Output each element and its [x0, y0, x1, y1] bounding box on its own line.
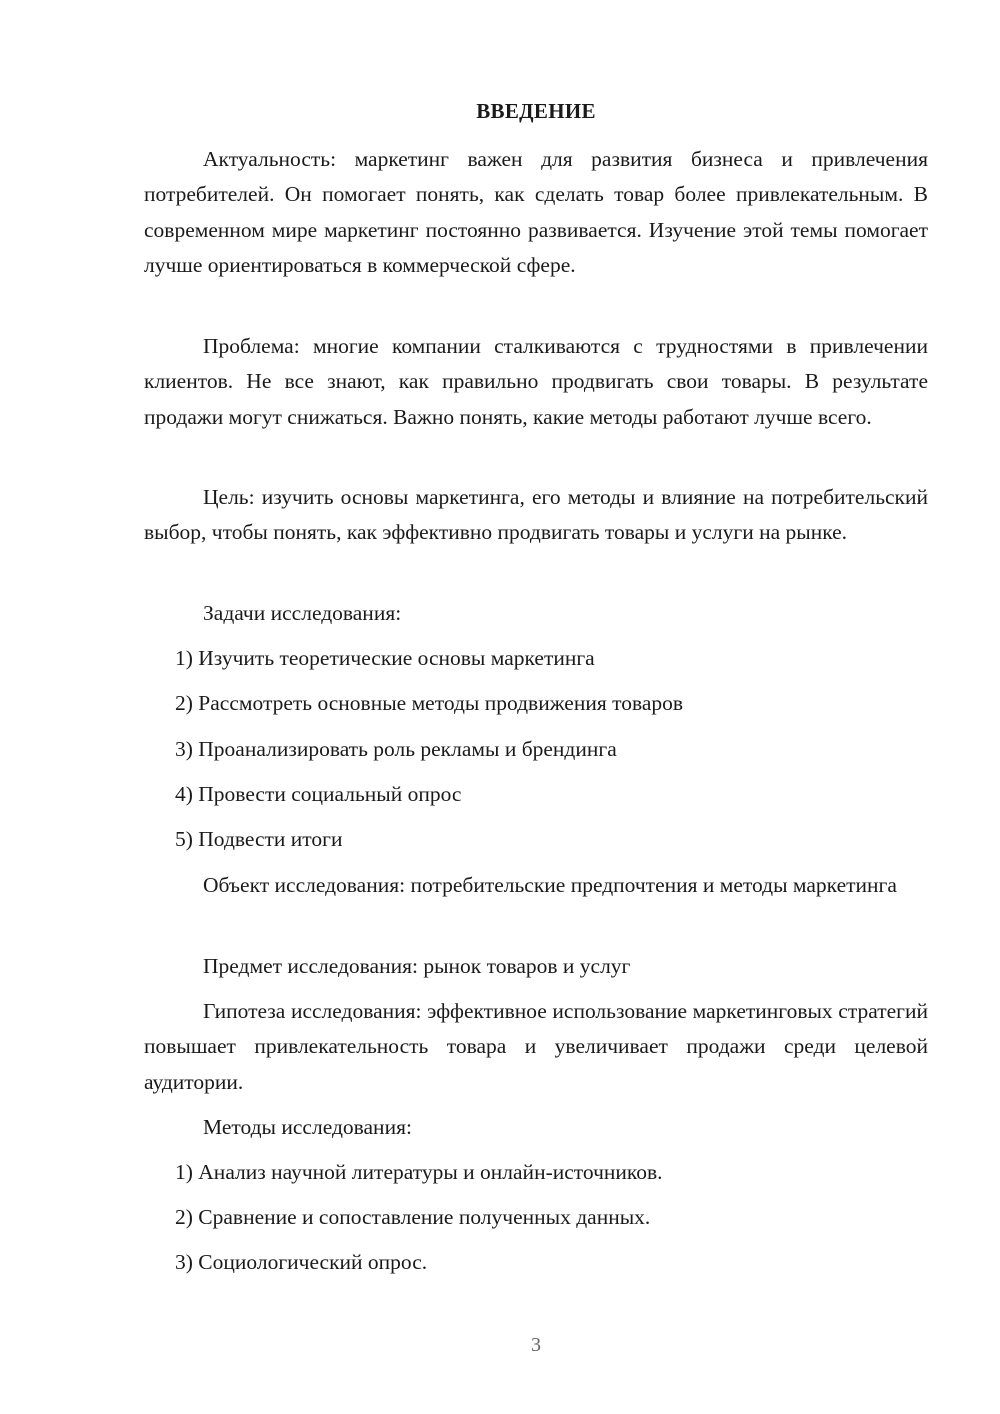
- method-item: 1) Анализ научной литературы и онлайн-источников.: [175, 1160, 663, 1184]
- task-item: 1) Изучить теоретические основы маркетинга: [175, 646, 595, 670]
- hypothesis-paragraph: Гипотеза исследования: эффективное использование маркетинговых стратегий повышает привлекательность товара и увеличивает продажи среди целевой аудитории.: [144, 999, 928, 1094]
- goal-paragraph: Цель: изучить основы маркетинга, его методы и влияние на потребительский выбор, чтобы понять, как эффективно продвигать товары и услуги на рынке.: [144, 485, 928, 545]
- task-item: 2) Рассмотреть основные методы продвижения товаров: [175, 691, 684, 715]
- page-title-text: ВВЕДЕНИЕ: [476, 99, 596, 123]
- method-item: 3) Социологический опрос.: [175, 1250, 428, 1274]
- page-number: 3: [531, 1334, 541, 1356]
- task-item: 5) Подвести итоги: [175, 827, 343, 851]
- object-paragraph: Объект исследования: потребительские предпочтения и методы маркетинга: [203, 873, 897, 897]
- methods-heading: Методы исследования:: [203, 1115, 412, 1139]
- tasks-heading: Задачи исследования:: [203, 601, 402, 625]
- task-item: 4) Провести социальный опрос: [175, 782, 462, 806]
- task-item: 3) Проанализировать роль рекламы и брендинга: [175, 737, 617, 761]
- relevance-paragraph: Актуальность: маркетинг важен для развития бизнеса и привлечения потребителей. Он помогает понять, как сделать товар более привлекательным. В современном мире маркетинг постоянно развивается. Изучение этой темы помогает лучше ориентироваться в коммерческой сфере.: [144, 147, 928, 277]
- subject-line: Предмет исследования: рынок товаров и услуг: [203, 954, 631, 978]
- method-item: 2) Сравнение и сопоставление полученных данных.: [175, 1205, 651, 1229]
- problem-paragraph: Проблема: многие компании сталкиваются с трудностями в привлечении клиентов. Не все знают, как правильно продвигать свои товары. В результате продажи могут снижаться. Важно понять, какие методы работают лучше всего.: [144, 334, 928, 429]
- page-title: [0, 97, 1000, 125]
